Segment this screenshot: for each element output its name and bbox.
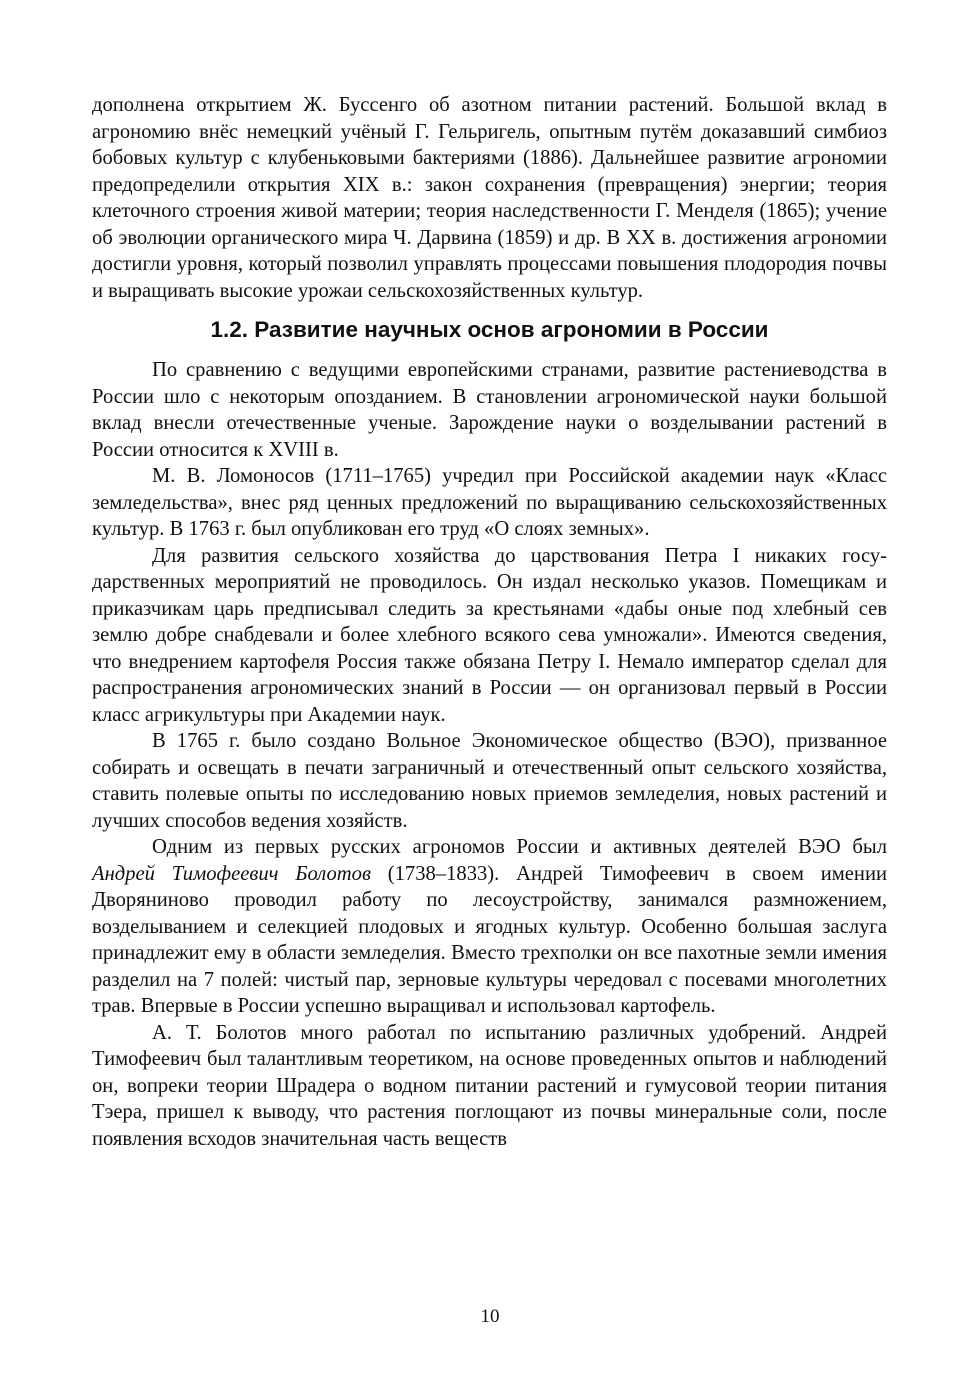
paragraph-bolotov-fertilizers: А. Т. Болотов много работал по испытанию различных удобрений. Андрей Тимофеевич был талантливым теоретиком, на основе проведенных опытов и наблюдений он, вопреки теории Шрадера о водном питании растений и гумусовой теории питания Тэера, пришел к выводу, что растения поглощают из почвы минеральные соли, после появления всходов значительная часть веществ <box>92 1021 887 1150</box>
bolotov-description-text: (1738–1833). Андрей Тимофеевич в своем имении Дворяниново проводил работу по лесоустройству, занимался размножением, возделыванием и селекцией плодовых и ягодных культур. Особенно большая заслуга принадлежит ему в области земледелия. Вместо трехполки он все пахотные земли имения разделил на 7 полей: чистый пар, зерновые культуры чередовал с посевами многолетних трав. Впервые в России успешно выращивал и использовал картофель. <box>92 862 887 1017</box>
paragraph-peter-the-great: Для развития сельского хозяйства до царствования Петра I никаких государственных мероприятий не проводилось. Он издал несколько указов. Помещикам и приказчикам царь предписывал следить за крестьянами «дабы оные под хлебный сев землю добре снабдевали и более хлебного всякого сева умножали». Имеются сведения, что внедрением картофеля Россия также обязана Петру I. Немало император сделал для распространения агрономических знаний в России — он организовал первый в России класс агрикультуры при Академии наук. <box>92 544 887 726</box>
paragraph-crop-growing-delay: По сравнению с ведущими европейскими странами, развитие растениеводства в России шло с некоторым опозданием. В становлении агрономической науки большой вклад внесли отечественные ученые. Зарождение науки о возделывании растений в России относится к XVIII в. <box>92 359 887 461</box>
bolotov-name: Андрей Тимофеевич Болотов <box>92 862 371 885</box>
paragraph-free-economic-society: В 1765 г. было создано Вольное Экономическое общество (ВЭО), призванное собирать и освещать в печати заграничный и отечественный опыт сельского хозяйства, ставить полевые опыты по исследованию новых приемов земледелия, новых растений и лучших способов ведения хозяйств. <box>92 730 887 832</box>
section-heading: 1.2. Развитие научных основ агрономии в России <box>210 317 769 342</box>
paragraph-lomonosov: М. В. Ломоносов (1711–1765) учредил при Российской академии наук «Класс земледельства», внес ряд ценных предложений по выращиванию сельскохозяйственных культур. В 1763 г. был опубликован его труд «О слоях земных». <box>92 465 887 540</box>
page-number: 10 <box>480 1306 500 1327</box>
document-page <box>92 92 887 1152</box>
paragraph-continuation: дополнена открытием Ж. Буссенго об азотном питании растений. Большой вклад в агрономию внёс немецкий учёный Г. Гельригель, опытным путём доказавший симбиоз бобовых культур с клубеньковыми бактериями (1886). Дальнейшее развитие агрономии предопределили открытия XIX в.: закон сохранения (превращения) энергии; теория клеточного строения живой материи; теория наследственности Г. Менделя (1865); учение об эволюции органического мира Ч. Дарвина (1859) и др. В XX в. достижения агрономии достигли уровня, который позволил управлять процессами повышения плодородия почвы и выращивать высокие урожаи сельскохозяйственных культур. <box>92 94 887 302</box>
paragraph-bolotov <box>92 834 887 1020</box>
bolotov-intro-text: Одним из первых русских агрономов России и активных деятелей ВЭО был <box>152 836 887 858</box>
